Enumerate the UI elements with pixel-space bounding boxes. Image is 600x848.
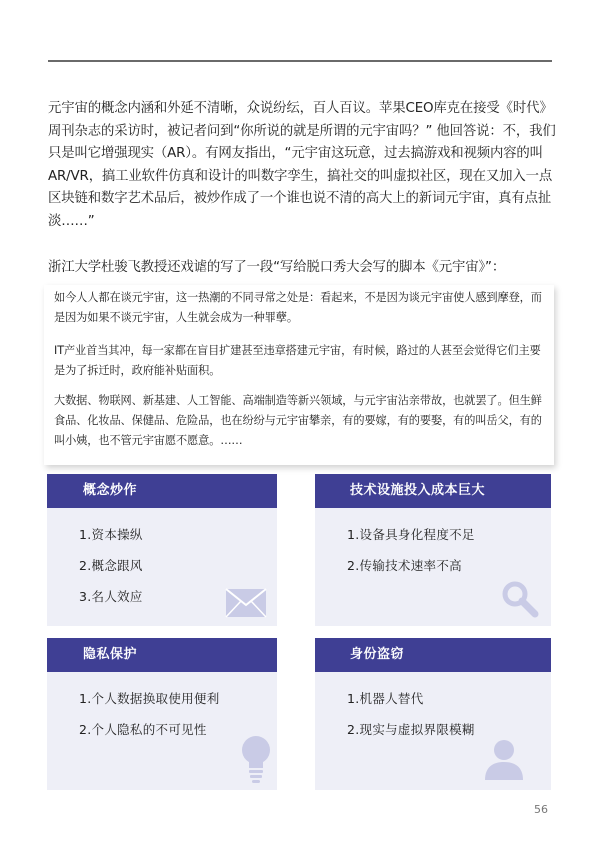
quote-paragraph-3: 大数据、物联网、新基建、人工智能、高端制造等新兴领域，与元宇宙沾亲带故，也就罢了。但生鲜食品、化妆品、保健品、危险品，也在纷纷与元宇宙攀亲，有的要嫁，有的要娶，有的叫岳父，有的叫小姨，也不管元宇宙愿不愿意。……: [54, 394, 542, 447]
card-item: 1.机器人替代: [347, 691, 424, 706]
card-title: 概念炒作: [83, 483, 138, 498]
top-rule: [48, 60, 552, 62]
card-header: [315, 638, 551, 672]
card-identity-theft: [315, 638, 551, 790]
quote-intro-paragraph: 浙江大学杜骏飞教授还戏谑的写了一段“写给脱口秀大会写的脚本《元宇宙》”：: [48, 260, 506, 275]
card-header: [47, 474, 277, 508]
card-item: 1.个人数据换取使用便利: [79, 691, 220, 706]
page-number: 56: [534, 803, 548, 816]
card-item: 2.个人隐私的不可见性: [79, 722, 207, 737]
card-privacy-protection: [47, 638, 277, 790]
card-concept-hype: [47, 474, 277, 626]
card-title: 身份盗窃: [350, 647, 405, 662]
card-infrastructure-cost: [315, 474, 551, 626]
card-item: 2.传输技术速率不高: [347, 558, 462, 573]
card-item: 1.资本操纵: [79, 527, 143, 542]
card-item: 2.现实与虚拟界限模糊: [347, 722, 475, 737]
card-header: [47, 638, 277, 672]
card-item: 1.设备具身化程度不足: [347, 527, 475, 542]
magnifier-icon: [501, 580, 539, 618]
person-icon: [483, 738, 525, 780]
card-item: 3.名人效应: [79, 589, 143, 604]
quote-paragraph-2: IT产业首当其冲，每一家都在盲目扩建甚至违章搭建元宇宙，有时候，路过的人甚至会觉得它们主要是为了拆迁时，政府能补贴面积。: [54, 344, 541, 377]
card-item: 2.概念跟风: [79, 558, 143, 573]
card-title: 技术设施投入成本巨大: [350, 483, 486, 498]
card-title: 隐私保护: [83, 647, 138, 662]
card-header: [315, 474, 551, 508]
quote-paragraph-1: 如今人人都在谈元宇宙，这一热潮的不同寻常之处是：看起来，不是因为谈元宇宙使人感到摩登，而是因为如果不谈元宇宙，人生就会成为一种罪孽。: [54, 291, 542, 324]
intro-paragraph: 元宇宙的概念内涵和外延不清晰，众说纷纭，百人百议。苹果CEO库克在接受《时代》周刊杂志的采访时，被记者问到“你所说的就是所谓的元宇宙吗？” 他回答说：不，我们只是叫它增强现实（AR）。有网友指出，“元宇宙这玩意，过去搞游戏和视频内容的叫AR/VR，搞工业软件仿真和设计的叫数字孪生，搞社交的叫虚拟社区，现在又加入一点区块链和数字艺术品后，被炒作成了一个谁也说不清的高大上的新词元宇宙，真有点扯淡……”: [48, 101, 556, 229]
quote-block: [44, 285, 554, 465]
envelope-icon: [225, 588, 267, 618]
lightbulb-icon: [240, 734, 272, 784]
